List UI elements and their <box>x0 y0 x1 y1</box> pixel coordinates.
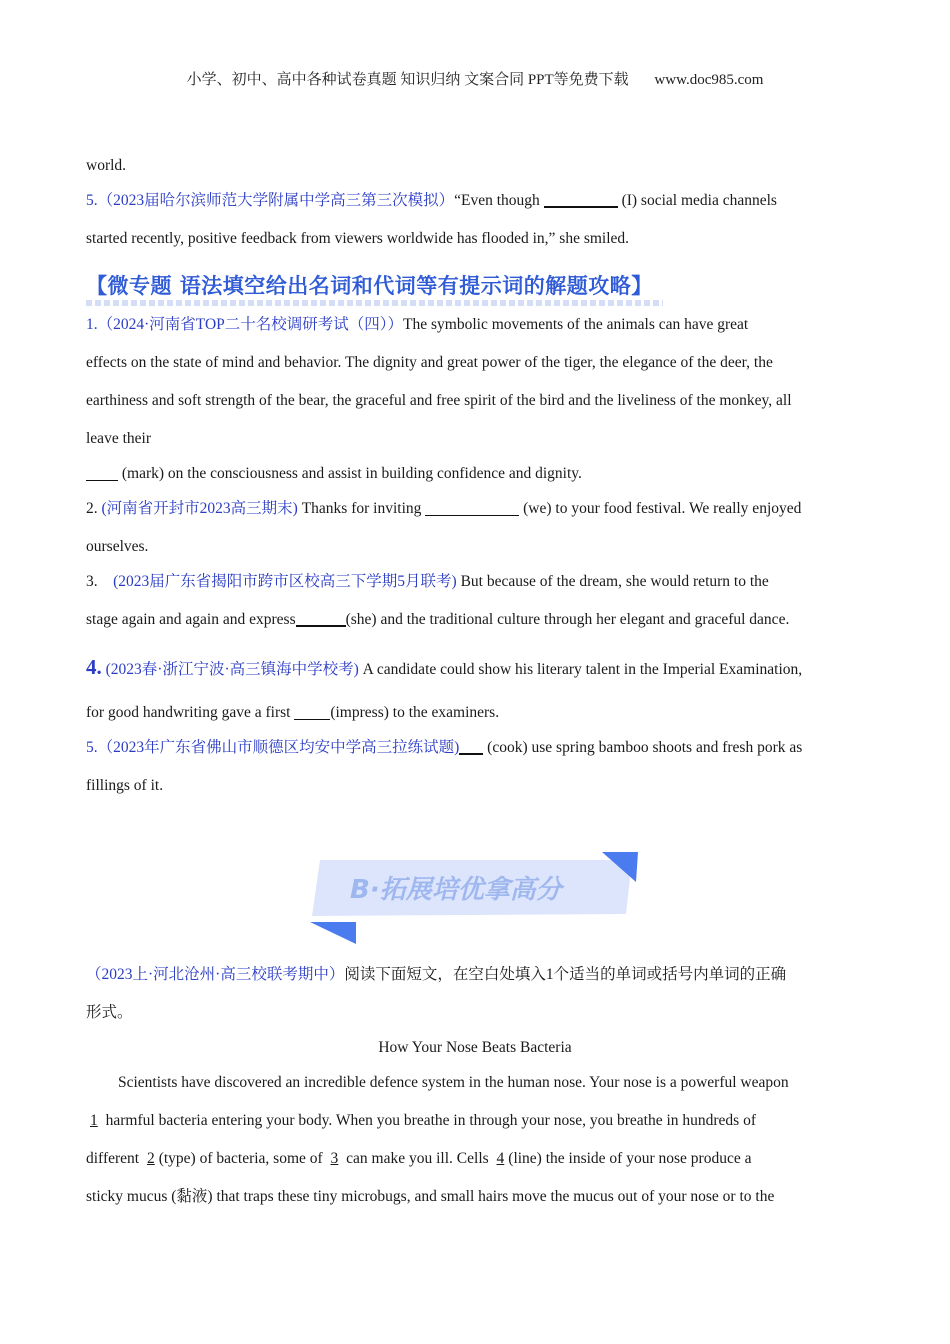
passage-instruction: （2023上·河北沧州·高三校联考期中）阅读下面短文，在空白处填入1个适当的单词或括号内单词的正确 <box>86 966 787 983</box>
question-list: 1.（2024·河南省TOP二十名校调研考试（四））The symbolic movements of the animals can have great effects on the state of mind and behavior. The dignity and great power of the tiger, the elegance of the deer, the earthiness and soft strength of the bear, the graceful and free spirit of the bird and the liveliness of the monkey, all leave their (mark) on the consciousness and assist in building confidence and dignity. 2. (河南省开封市2023高三期末) Thanks for inviting (we) to your food festival. We really enjoyed ourselves. 3. (2023届广东省揭阳市跨市区校高三下学期5月联考) But because of the dream, she would return to the stage again and again and express (she) and the traditional culture through her elegant and graceful dance. 4. (2023春·浙江宁波·高三镇海中学校考) A candidate could show his literary talent in the Imperial Examination, for good handwriting gave a first (impress) to the examiners. 5.（2023年广东省佛山市顺德区均安中学高三拉练试题) (cook) use spring bamboo shoots and fresh pork as fillings of it. <box>86 306 864 805</box>
question-1: 1.（2024·河南省TOP二十名校调研考试（四））The symbolic movements of the animals can have great <box>86 316 749 333</box>
q4-source: (2023春·浙江宁波·高三镇海中学校考) <box>101 661 359 678</box>
answer-blank[interactable] <box>459 737 483 755</box>
header-url[interactable]: www.doc985.com <box>654 72 764 88</box>
blank-2[interactable]: 2 <box>146 1150 155 1167</box>
answer-blank[interactable] <box>296 609 346 627</box>
q1-source: 1.（2024·河南省TOP二十名校调研考试（四）） <box>86 316 404 333</box>
prev-tail: world. <box>86 157 127 174</box>
q3-source: (2023届广东省揭阳市跨市区校高三下学期5月联考) <box>113 573 457 590</box>
blank-4[interactable]: 4 <box>496 1150 505 1167</box>
blank-1[interactable]: 1 <box>90 1112 98 1129</box>
banner-corner-bottom <box>310 922 356 944</box>
passage-source: （2023上·河北沧州·高三校联考期中） <box>86 966 345 983</box>
answer-blank[interactable] <box>425 499 519 516</box>
blank-3[interactable]: 3 <box>330 1150 339 1167</box>
banner-text: B·拓展培优拿高分 <box>350 875 562 905</box>
reading-passage: （2023上·河北沧州·高三校联考期中）阅读下面短文，在空白处填入1个适当的单词或括号内单词的正确 形式。 How Your Nose Beats Bacteria Scientists have discovered an incredible defence system in the human nose. Your nose is a powerful weapon 1 harmful bacteria entering your body. When you breathe in through your nose, you breathe in hundreds of different 2 (type) of bacteria, some of 3 can make you ill. Cells 4 (line) the inside of your nose produce a sticky mucus (黏液) that traps these tiny microbugs, and small hairs move the mucus out of your nose or to the <box>86 956 864 1216</box>
answer-blank[interactable] <box>294 703 330 720</box>
question-3: 3. (2023届广东省揭阳市跨市区校高三下学期5月联考) But because of the dream, she would return to the <box>86 573 769 590</box>
question-4: 4. (2023春·浙江宁波·高三镇海中学校考) A candidate could show his literary talent in the Imperial Examination, <box>86 655 803 679</box>
page-header <box>0 68 950 89</box>
section-banner <box>310 852 640 947</box>
question-5: 5.（2023年广东省佛山市顺德区均安中学高三拉练试题) (cook) use spring bamboo shoots and fresh pork as <box>86 739 803 756</box>
previous-section: world. 5.（2023届哈尔滨师范大学附属中学高三第三次模拟）“Even though (I) social media channels started recently, positive feedback from viewers worldwide has flooded in,” she smiled. <box>86 147 864 258</box>
prev-question-5: 5.（2023届哈尔滨师范大学附属中学高三第三次模拟）“Even though (I) social media channels <box>86 192 777 209</box>
answer-blank[interactable] <box>544 190 618 208</box>
banner-graphic <box>310 852 640 947</box>
answer-blank[interactable] <box>86 464 118 481</box>
question-2: 2. (河南省开封市2023高三期末) Thanks for inviting (we) to your food festival. We really enjoyed <box>86 500 802 517</box>
passage-title: How Your Nose Beats Bacteria <box>378 1039 572 1056</box>
q2-source: (河南省开封市2023高三期末) <box>101 500 298 517</box>
header-text: 小学、初中、高中各种试卷真题 知识归纳 文案合同 PPT等免费下载 <box>186 72 629 88</box>
q5-source: 5.（2023年广东省佛山市顺德区均安中学高三拉练试题) <box>86 739 460 756</box>
section-title: 【微专题 语法填空给出名词和代词等有提示词的解题攻略】 <box>86 270 653 300</box>
prev-q5-source: 5.（2023届哈尔滨师范大学附属中学高三第三次模拟） <box>86 192 455 209</box>
